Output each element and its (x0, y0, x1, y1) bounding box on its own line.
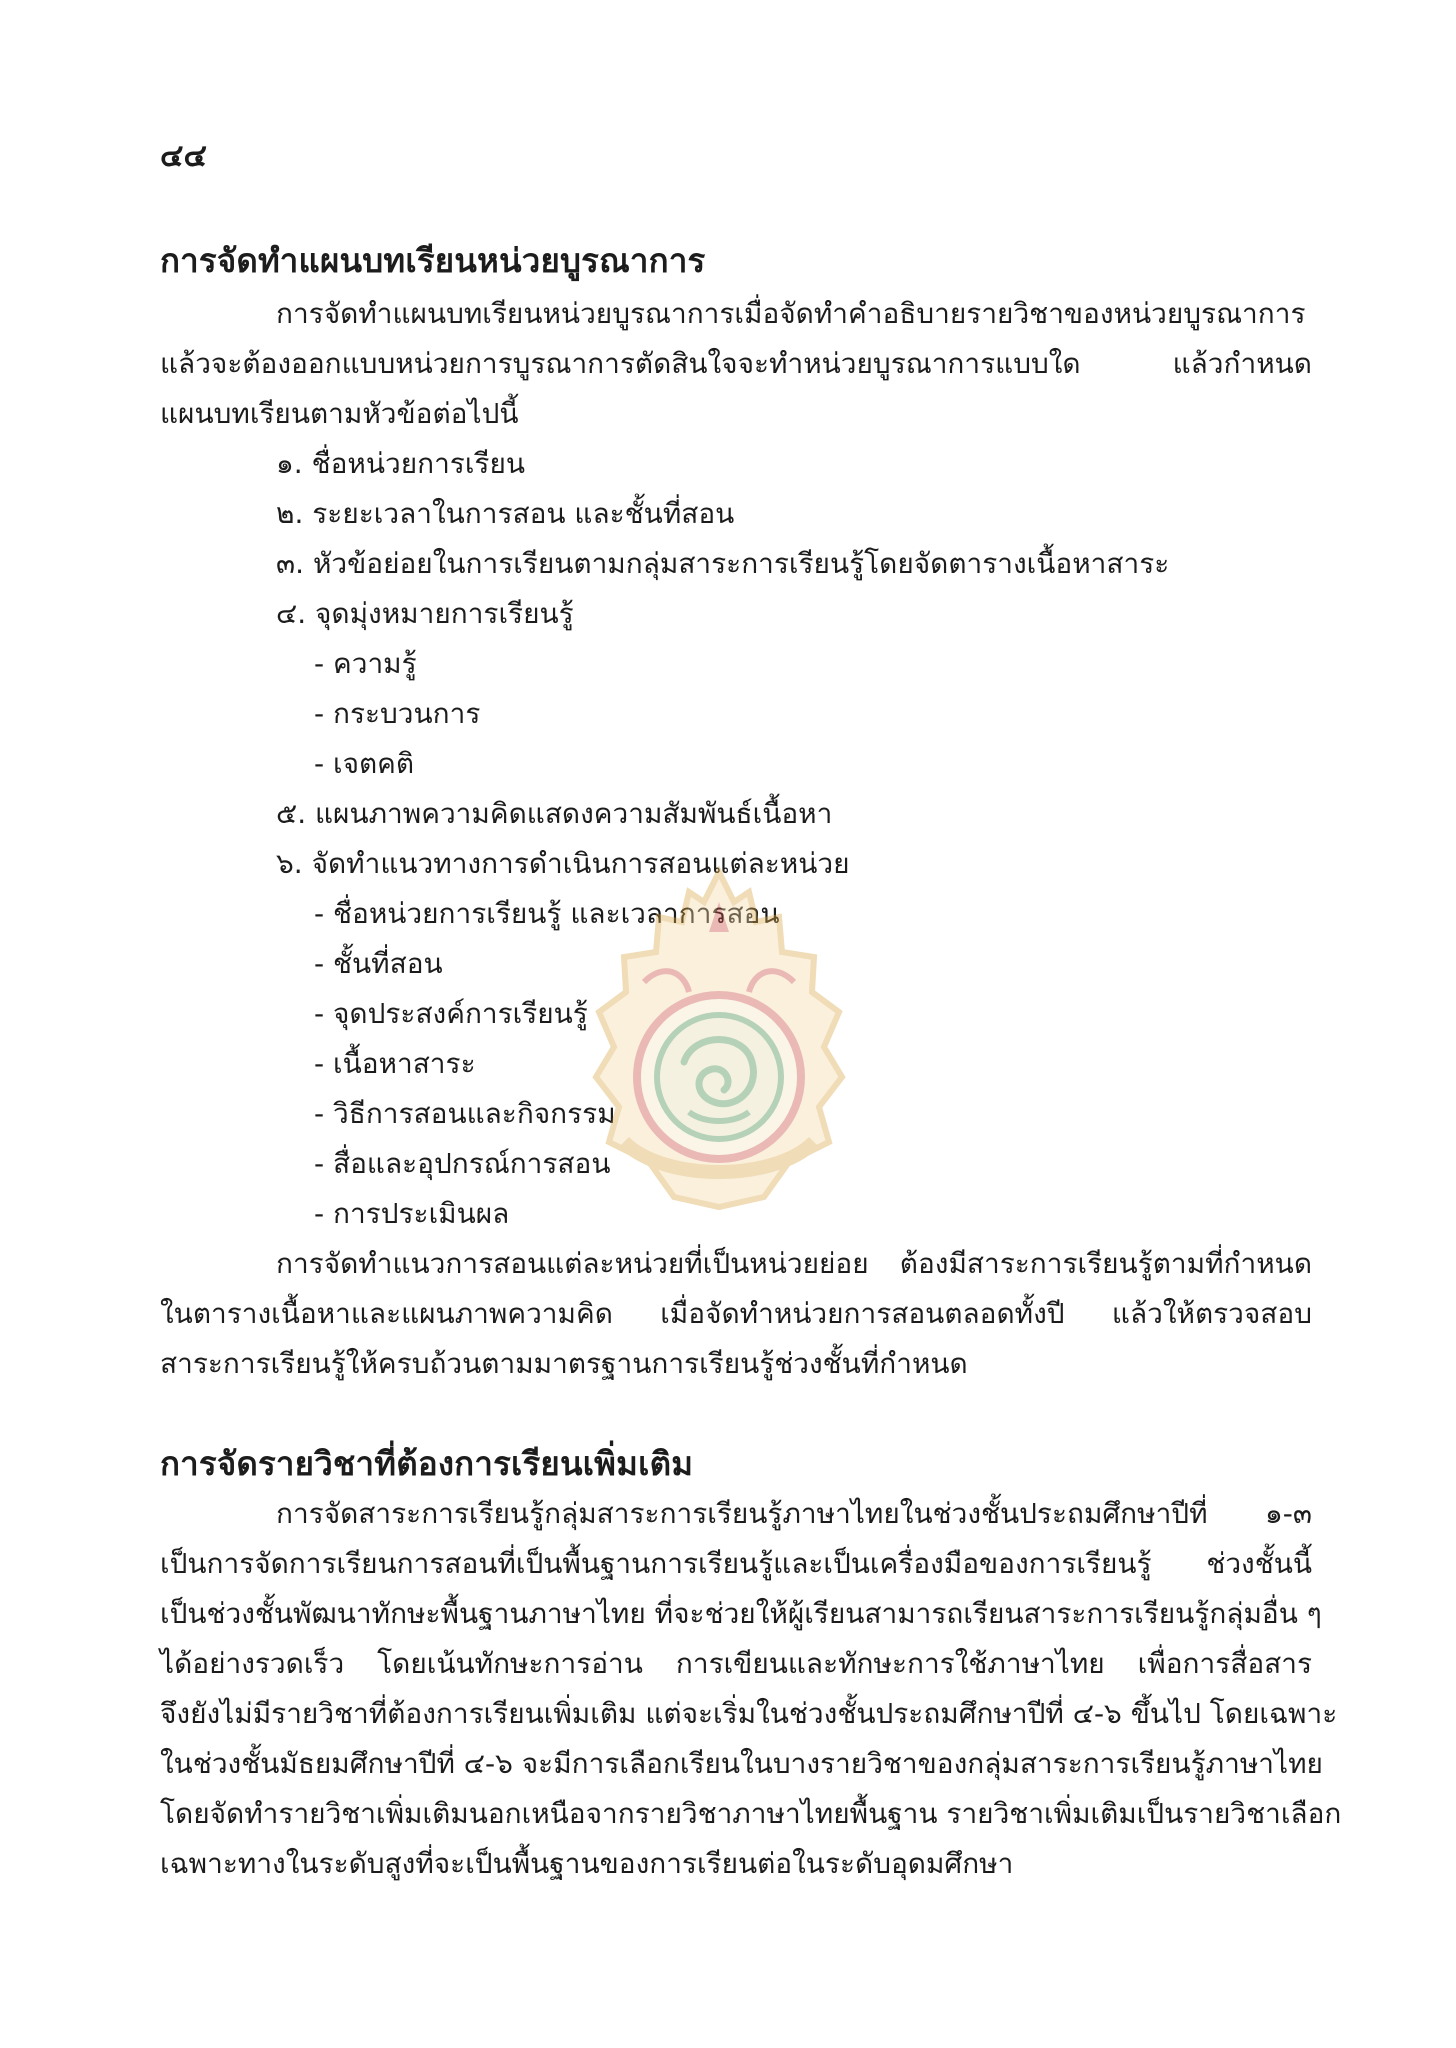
sub-list-item: - การประเมินผล (314, 1197, 510, 1230)
sub-list-item: - ความรู้ (314, 647, 417, 680)
paragraph-line: ได้อย่างรวดเร็ว โดยเน้นทักษะการอ่าน การเขียนและทักษะการใช้ภาษาไทย เพื่อการสื่อสาร (160, 1647, 1312, 1680)
paragraph-line: ในตารางเนื้อหาและแผนภาพความคิด เมื่อจัดทำหน่วยการสอนตลอดทั้งปี แล้วให้ตรวจสอบ (160, 1297, 1312, 1330)
paragraph-line: สาระการเรียนรู้ให้ครบถ้วนตามมาตรฐานการเรียนรู้ช่วงชั้นที่กำหนด (160, 1347, 968, 1380)
paragraph-line: จึงยังไม่มีรายวิชาที่ต้องการเรียนเพิ่มเติม แต่จะเริ่มในช่วงชั้นประถมศึกษาปีที่ ๔-๖ ขึ้นไป โดยเฉพาะ (160, 1697, 1338, 1730)
sub-list-item: - เนื้อหาสาระ (314, 1047, 476, 1080)
list-item: ๓. หัวข้อย่อยในการเรียนตามกลุ่มสาระการเรียนรู้โดยจัดตารางเนื้อหาสาระ (276, 547, 1170, 580)
paragraph-line: เป็นการจัดการเรียนการสอนที่เป็นพื้นฐานการเรียนรู้และเป็นเครื่องมือของการเรียนรู้ ช่วงชั้นนี้ (160, 1547, 1312, 1580)
list-item: ๕. แผนภาพความคิดแสดงความสัมพันธ์เนื้อหา (276, 797, 833, 830)
emblem-watermark-icon (584, 862, 854, 1222)
section-heading-additional-courses: การจัดรายวิชาที่ต้องการเรียนเพิ่มเติม (160, 1444, 694, 1483)
list-item: ๖. จัดทำแนวทางการดำเนินการสอนแต่ละหน่วย (276, 847, 850, 880)
list-item: ๑. ชื่อหน่วยการเรียน (276, 447, 525, 480)
sub-list-item: - ชั้นที่สอน (314, 947, 443, 980)
paragraph-line: แผนบทเรียนตามหัวข้อต่อไปนี้ (160, 397, 519, 430)
paragraph-line: เป็นช่วงชั้นพัฒนาทักษะพื้นฐานภาษาไทย ที่จะช่วยให้ผู้เรียนสามารถเรียนสาระการเรียนรู้กลุ่มอื่น ๆ (160, 1597, 1322, 1630)
sub-list-item: - วิธีการสอนและกิจกรรม (314, 1097, 616, 1130)
sub-list-item: - จุดประสงค์การเรียนรู้ (314, 997, 588, 1030)
paragraph-line: การจัดทำแนวการสอนแต่ละหน่วยที่เป็นหน่วยย่อย ต้องมีสาระการเรียนรู้ตามที่กำหนด (276, 1247, 1312, 1280)
paragraph-line: การจัดสาระการเรียนรู้กลุ่มสาระการเรียนรู้ภาษาไทยในช่วงชั้นประถมศึกษาปีที่ ๑-๓ (276, 1497, 1312, 1530)
sub-list-item: - เจตคติ (314, 747, 415, 780)
sub-list-item: - กระบวนการ (314, 697, 481, 730)
paragraph-line: แล้วจะต้องออกแบบหน่วยการบูรณาการตัดสินใจจะทำหน่วยบูรณาการแบบใด แล้วกำหนด (160, 347, 1312, 380)
sub-list-item: - ชื่อหน่วยการเรียนรู้ และเวลาการสอน (314, 897, 780, 930)
page-number: ๔๔ (160, 138, 207, 174)
paragraph-line: เฉพาะทางในระดับสูงที่จะเป็นพื้นฐานของการเรียนต่อในระดับอุดมศึกษา (160, 1847, 1014, 1880)
list-item: ๒. ระยะเวลาในการสอน และชั้นที่สอน (276, 497, 735, 530)
list-item: ๔. จุดมุ่งหมายการเรียนรู้ (276, 597, 574, 630)
section-heading-integrated-lesson-plan: การจัดทำแผนบทเรียนหน่วยบูรณาการ (160, 241, 706, 280)
sub-list-item: - สื่อและอุปกรณ์การสอน (314, 1147, 611, 1180)
paragraph-line: โดยจัดทำรายวิชาเพิ่มเติมนอกเหนือจากรายวิชาภาษาไทยพื้นฐาน รายวิชาเพิ่มเติมเป็นรายวิชาเลือก (160, 1797, 1342, 1830)
paragraph-line: การจัดทำแผนบทเรียนหน่วยบูรณาการเมื่อจัดทำคำอธิบายรายวิชาของหน่วยบูรณาการ (276, 297, 1306, 330)
paragraph-line: ในช่วงชั้นมัธยมศึกษาปีที่ ๔-๖ จะมีการเลือกเรียนในบางรายวิชาของกลุ่มสาระการเรียนรู้ภาษาไทย (160, 1747, 1323, 1780)
